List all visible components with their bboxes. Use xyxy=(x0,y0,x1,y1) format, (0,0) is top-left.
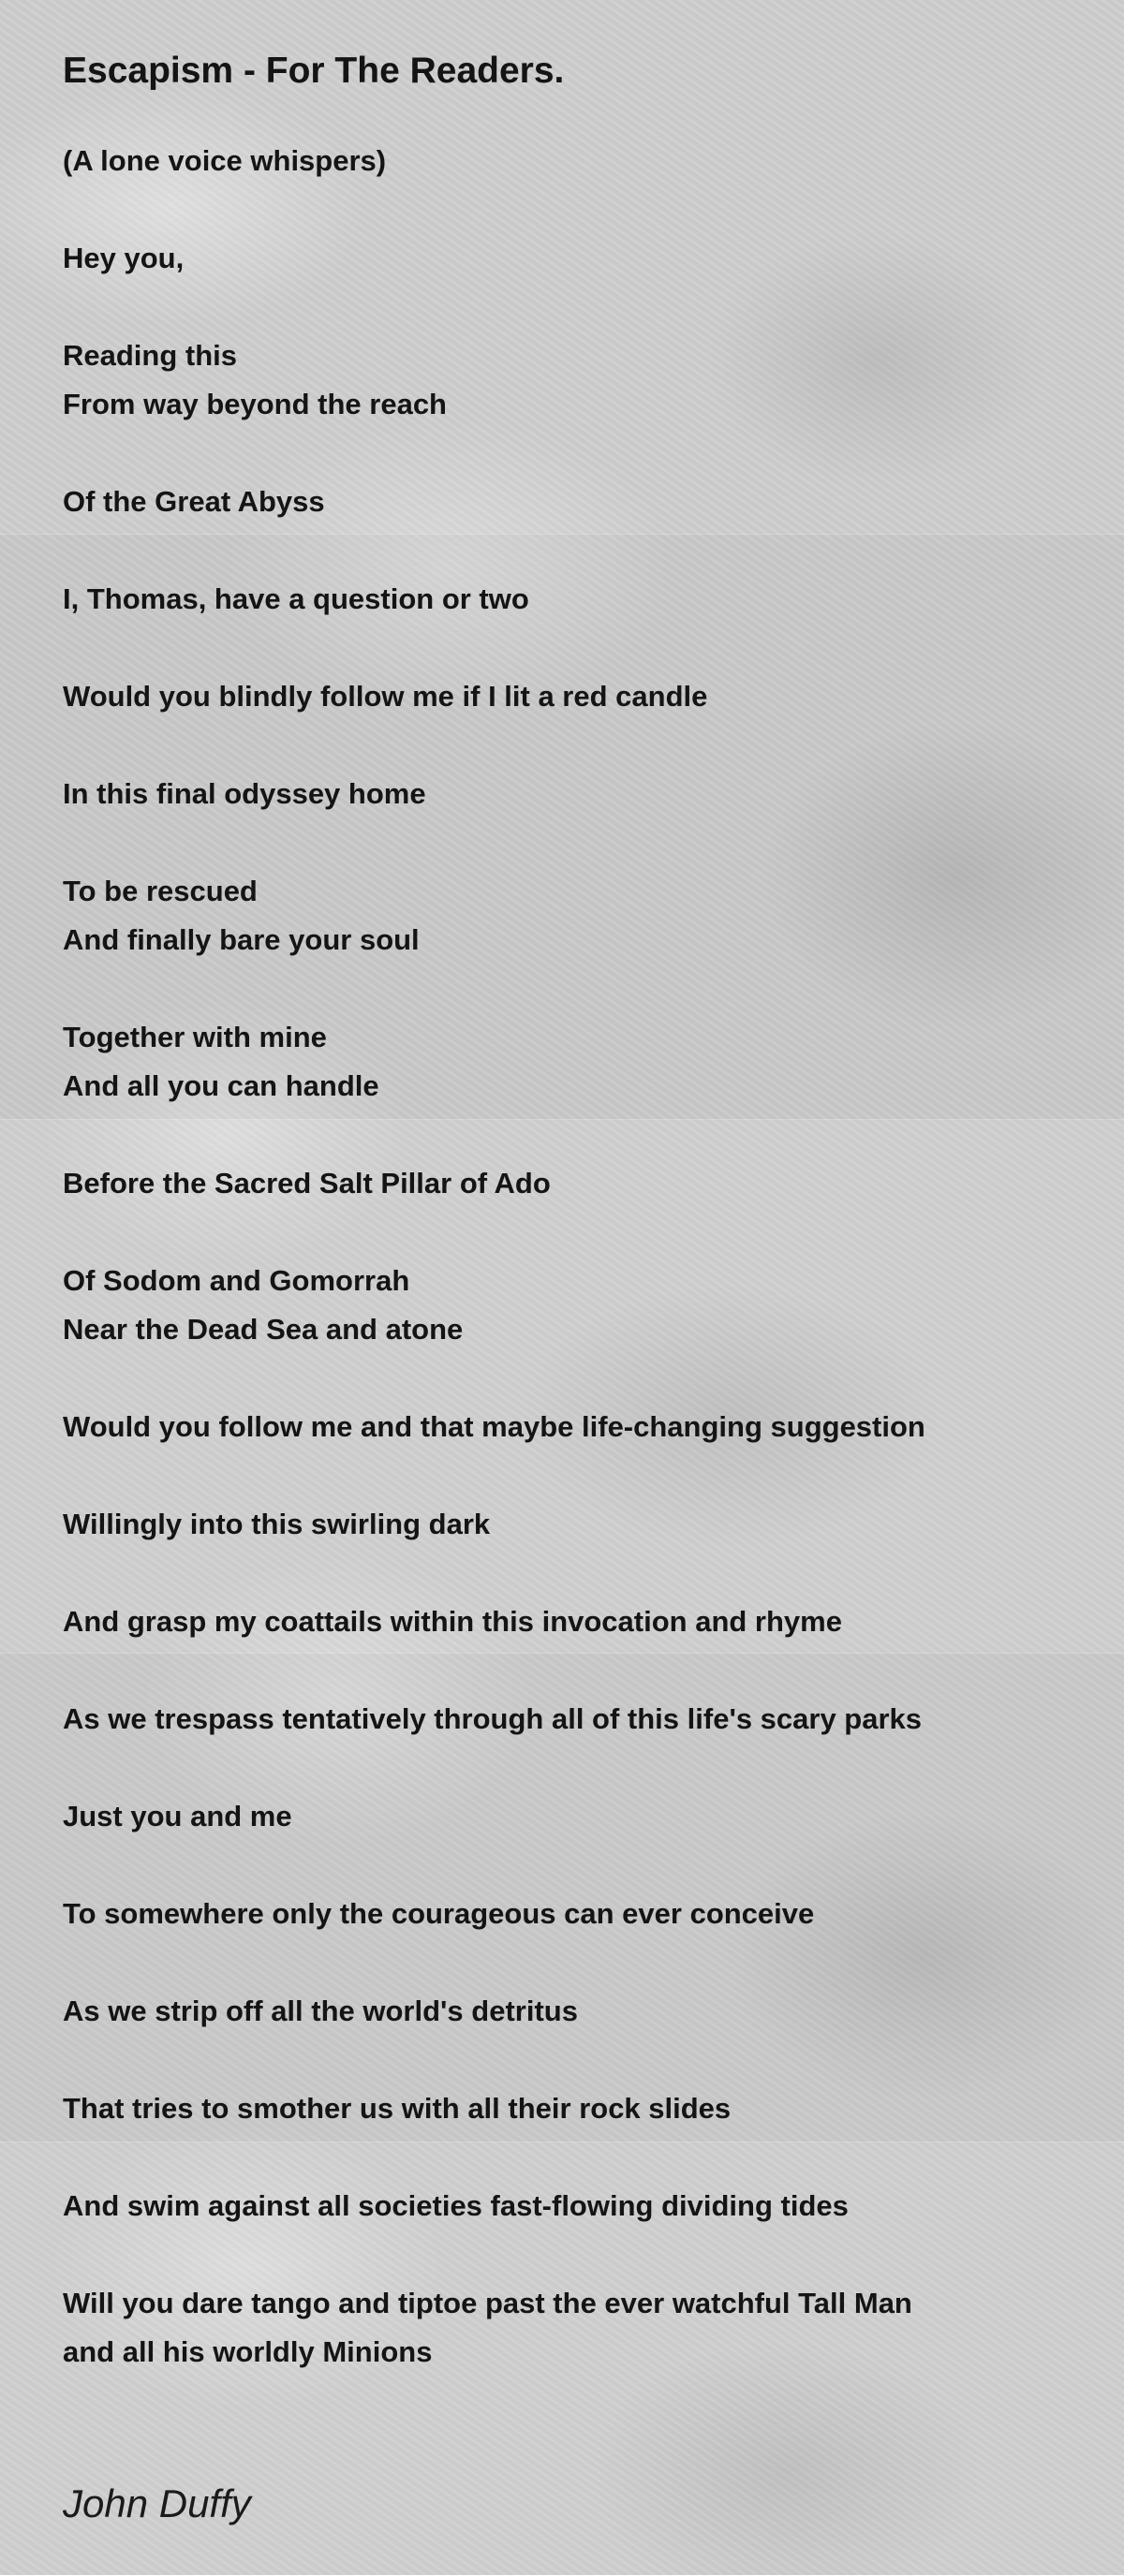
stanza-gap xyxy=(63,1208,1074,1257)
stanza-gap xyxy=(63,1111,1074,1159)
poem-author: John Duffy xyxy=(63,2481,251,2525)
poem-line: To be rescued xyxy=(63,875,258,907)
poem-line: And finally bare your soul xyxy=(63,923,420,956)
poem-line: As we strip off all the world's detritus xyxy=(63,1995,578,2027)
poem-line: Will you dare tango and tiptoe past the ever watchful Tall Man xyxy=(63,2287,912,2319)
stanza-gap xyxy=(63,1744,1074,1792)
stanza-gap xyxy=(63,185,1074,234)
stanza-gap xyxy=(63,964,1074,1013)
poem-line: Before the Sacred Salt Pillar of Ado xyxy=(63,1167,551,1200)
poem-line: Hey you, xyxy=(63,242,185,274)
poem-line: Would you blindly follow me if I lit a red candle xyxy=(63,680,708,713)
poem-line: Of Sodom and Gomorrah xyxy=(63,1264,410,1297)
poem-line: And grasp my coattails within this invocation and rhyme xyxy=(63,1605,842,1638)
poem-line: And all you can handle xyxy=(63,1069,379,1102)
poem-line: To somewhere only the courageous can ever conceive xyxy=(63,1897,815,1930)
poem-title: Escapism - For The Readers. xyxy=(63,51,565,91)
stanza-gap xyxy=(63,2133,1074,2182)
stanza-gap xyxy=(63,283,1074,331)
poem-line: In this final odyssey home xyxy=(63,777,426,810)
poem-line: Would you follow me and that maybe life-changing suggestion xyxy=(63,1410,925,1443)
poem-line: As we trespass tentatively through all of this life's scary parks xyxy=(63,1702,923,1735)
stanza-gap xyxy=(63,818,1074,867)
poem-line: Together with mine xyxy=(63,1021,327,1053)
stanza-gap xyxy=(63,2230,1074,2279)
poem-line: Just you and me xyxy=(63,1800,292,1833)
poem-line: Near the Dead Sea and atone xyxy=(63,1313,464,1346)
poem-line: Willingly into this swirling dark xyxy=(63,1508,491,1540)
poem-line: I, Thomas, have a question or two xyxy=(63,582,529,615)
poem-line: and all his worldly Minions xyxy=(63,2335,433,2368)
poem-line: That tries to smother us with all their rock slides xyxy=(63,2092,732,2125)
poem-line: And swim against all societies fast-flowing dividing tides xyxy=(63,2189,849,2222)
poem-body xyxy=(63,137,1074,2377)
stanza-gap xyxy=(63,429,1074,478)
poem-line: Of the Great Abyss xyxy=(63,485,325,518)
stanza-gap xyxy=(63,721,1074,770)
stanza-gap xyxy=(63,624,1074,672)
poem-line: Reading this xyxy=(63,339,238,372)
stanza-gap xyxy=(63,1549,1074,1597)
stanza-gap xyxy=(63,1646,1074,1695)
stanza-gap xyxy=(63,2036,1074,2084)
stanza-gap xyxy=(63,1938,1074,1987)
stanza-gap xyxy=(63,526,1074,575)
poem-line: (A lone voice whispers) xyxy=(63,144,387,177)
stanza-gap xyxy=(63,1354,1074,1403)
stanza-gap xyxy=(63,1451,1074,1500)
poem-container xyxy=(63,47,1074,2377)
poem-line: From way beyond the reach xyxy=(63,388,447,420)
stanza-gap xyxy=(63,1841,1074,1890)
